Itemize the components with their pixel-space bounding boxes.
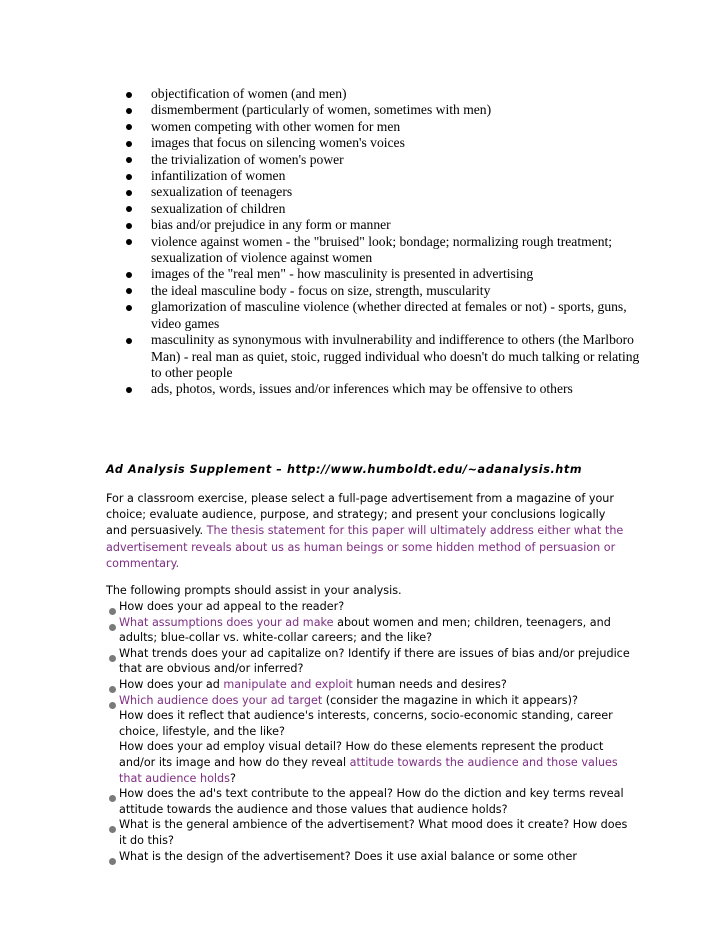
bullet-dot-icon bbox=[126, 157, 132, 163]
prompt-highlight: attitude towards the audience and those values that audience holds bbox=[119, 755, 618, 785]
prompts-intro: The following prompts should assist in your analysis. bbox=[106, 584, 402, 597]
bullet-dot-icon bbox=[109, 826, 116, 833]
bullet-dot-icon bbox=[109, 655, 116, 662]
list-item: the ideal masculine body - focus on size, strength, muscularity bbox=[107, 283, 647, 299]
bullet-dot-icon bbox=[126, 305, 132, 311]
intro-text: For a classroom exercise, please select a full-page advertisement from a magazine of your choice; evaluate audience, purpose, and strategy; and present your conclusions logically and persuasively. bbox=[106, 492, 615, 538]
bullet-dot-icon bbox=[126, 190, 132, 196]
list-item: objectification of women (and men) bbox=[107, 86, 647, 102]
list-item: What trends does your ad capitalize on? Identify if there are issues of bias and/or prejudice that are obvious and/or inferred? bbox=[106, 646, 630, 677]
list-item: sexualization of children bbox=[107, 201, 647, 217]
prompt-list bbox=[106, 599, 630, 864]
bullet-dot-icon bbox=[126, 338, 132, 344]
list-item: bias and/or prejudice in any form or manner bbox=[107, 217, 647, 233]
prompt-highlight: manipulate and exploit bbox=[223, 677, 353, 691]
list-item: How does it reflect that audience's interests, concerns, socio-economic standing, career choice, lifestyle, and the like? bbox=[119, 709, 613, 738]
list-item: infantilization of women bbox=[107, 168, 647, 184]
list-item: images that focus on silencing women's voices bbox=[107, 135, 647, 151]
list-item: What is the general ambience of the advertisement? What mood does it create? How does it do this? bbox=[106, 817, 630, 848]
list-item: masculinity as synonymous with invulnerability and indifference to others (the Marlboro Man) - real man as quiet, stoic, rugged individual who doesn't do much talking or relating to other people bbox=[107, 332, 647, 381]
list-item: sexualization of teenagers bbox=[107, 184, 647, 200]
prompt-highlight: Which audience does your ad target bbox=[119, 693, 323, 707]
list-item: What assumptions does your ad make about women and men; children, teenagers, and adults; blue-collar vs. white-collar careers; and the like? bbox=[106, 615, 630, 646]
bullet-dot-icon bbox=[126, 124, 132, 130]
list-item: How does your ad appeal to the reader? bbox=[106, 599, 630, 615]
bullet-dot-icon bbox=[126, 141, 132, 147]
list-item: Which audience does your ad target (consider the magazine in which it appears)? bbox=[106, 693, 630, 709]
list-item: violence against women - the "bruised" look; bondage; normalizing rough treatment; sexualization of violence against women bbox=[107, 234, 647, 267]
bullet-dot-icon bbox=[126, 387, 132, 393]
bullet-dot-icon bbox=[126, 272, 132, 278]
prompt-highlight: What assumptions does your ad make bbox=[119, 615, 334, 629]
bullet-dot-icon bbox=[109, 624, 116, 631]
bullet-dot-icon bbox=[126, 206, 132, 212]
list-item: glamorization of masculine violence (whether directed at females or not) - sports, guns, video games bbox=[107, 299, 647, 332]
list-item: What is the design of the advertisement? Does it use axial balance or some other bbox=[106, 849, 630, 865]
list-item: How does the ad's text contribute to the appeal? How do the diction and key terms reveal attitude towards the audience and those values that audience holds? bbox=[106, 786, 630, 817]
supplement-title: Ad Analysis Supplement – http://www.humboldt.edu/~adanalysis.htm bbox=[106, 463, 583, 476]
list-item: ads, photos, words, issues and/or inferences which may be offensive to others bbox=[107, 381, 647, 397]
list-item: How does your ad employ visual detail? How do these elements represent the product and/or its image and how do they reveal attitude towards the audience and those values that audience holds? bbox=[119, 740, 618, 785]
list-item: the trivialization of women's power bbox=[107, 152, 647, 168]
bullet-dot-icon bbox=[109, 795, 116, 802]
list-item: dismemberment (particularly of women, sometimes with men) bbox=[107, 102, 647, 118]
bullet-dot-icon bbox=[126, 174, 132, 180]
thesis-highlight: The thesis statement for this paper will ultimately address either what the advertisement reveals about us as human beings or some hidden method of persuasion or commentary. bbox=[106, 524, 624, 570]
bullet-dot-icon bbox=[126, 92, 132, 98]
list-item: How does your ad manipulate and exploit human needs and desires? bbox=[106, 677, 630, 693]
bullet-dot-icon bbox=[126, 239, 132, 245]
list-item: women competing with other women for men bbox=[107, 119, 647, 135]
bullet-dot-icon bbox=[126, 223, 132, 229]
issues-bullet-list bbox=[107, 86, 647, 398]
bullet-dot-icon bbox=[109, 858, 116, 865]
list-item: images of the "real men" - how masculinity is presented in advertising bbox=[107, 266, 647, 282]
bullet-dot-icon bbox=[126, 288, 132, 294]
supplement-intro-paragraph bbox=[106, 491, 628, 572]
bullet-dot-icon bbox=[126, 108, 132, 114]
